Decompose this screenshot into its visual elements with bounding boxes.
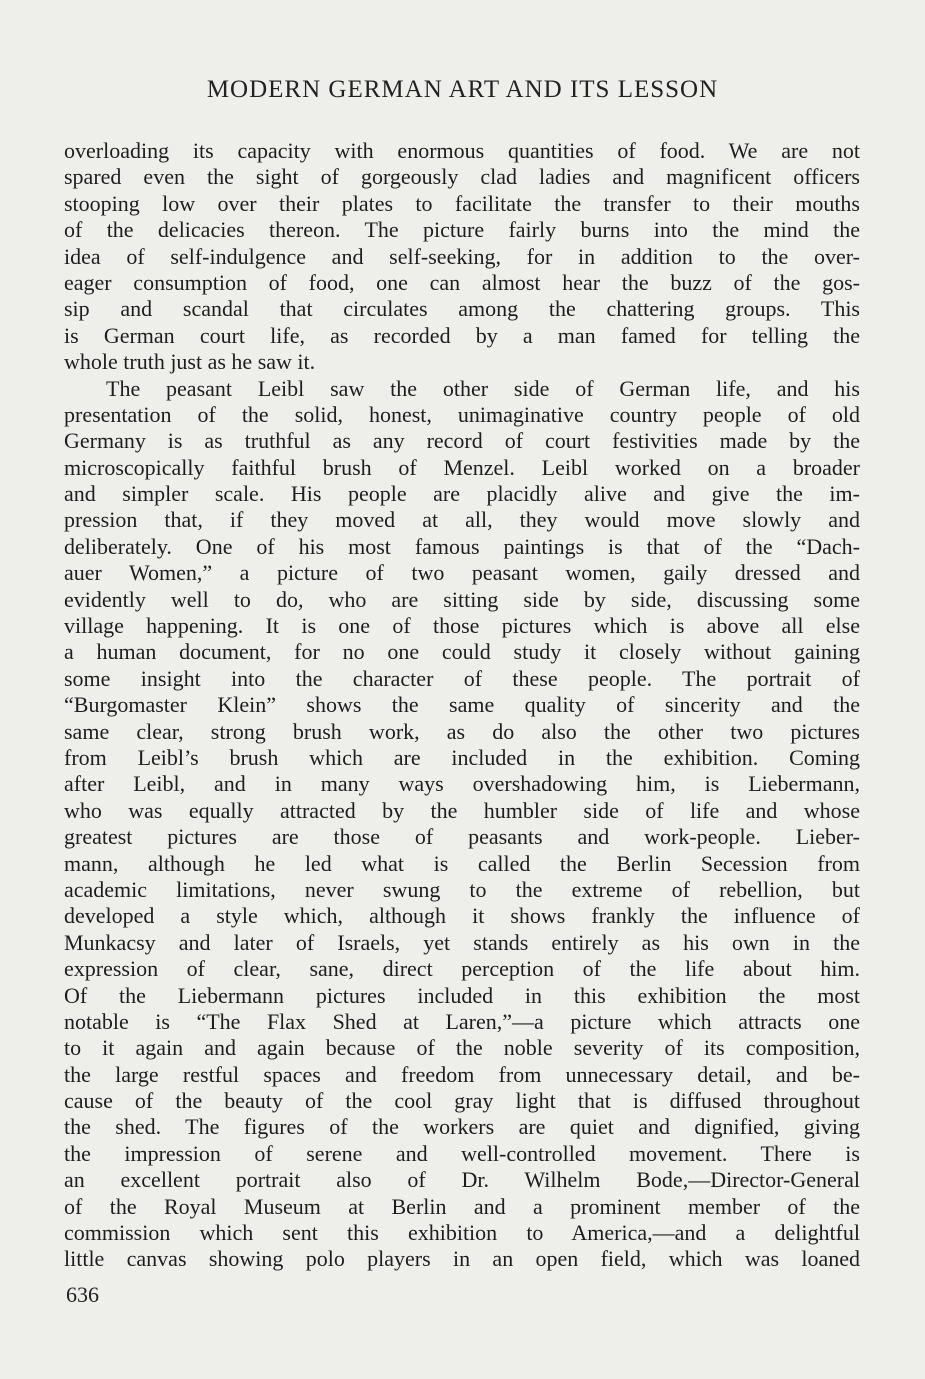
text-line: evidently well to do, who are sitting side by side, discussing some — [64, 586, 860, 612]
text-line: an excellent portrait also of Dr. Wilhelm Bode,—Director-General — [64, 1167, 860, 1193]
text-line: the impression of serene and well-controlled movement. There is — [64, 1140, 860, 1166]
running-header: MODERN GERMAN ART AND ITS LESSON — [206, 76, 719, 103]
text-line: the large restful spaces and freedom from unnecessary detail, and be- — [64, 1061, 860, 1087]
text-line: some insight into the character of these people. The portrait of — [64, 665, 860, 691]
text-line: the shed. The figures of the workers are quiet and dignified, giving — [64, 1114, 860, 1140]
text-line: Germany is as truthful as any record of court festivities made by the — [64, 428, 860, 454]
text-line: idea of self-indulgence and self-seeking, for in addition to the over- — [64, 243, 860, 269]
text-line: a human document, for no one could study it closely without gaining — [64, 639, 860, 665]
text-line: The peasant Leibl saw the other side of German life, and his — [106, 375, 860, 401]
text-line: academic limitations, never swung to the extreme of rebellion, but — [64, 876, 860, 902]
text-line: “Burgomaster Klein” shows the same quality of sincerity and the — [64, 692, 860, 718]
text-line: presentation of the solid, honest, unimaginative country people of old — [64, 401, 860, 427]
text-line: and simpler scale. His people are placidly alive and give the im- — [64, 481, 860, 507]
body-text — [64, 138, 860, 1273]
text-line: deliberately. One of his most famous paintings is that of the “Dach- — [64, 533, 860, 559]
text-line: Of the Liebermann pictures included in this exhibition the most — [64, 982, 860, 1008]
text-line: notable is “The Flax Shed at Laren,”—a picture which attracts one — [64, 1008, 860, 1034]
text-line: greatest pictures are those of peasants and work-people. Lieber- — [64, 824, 860, 850]
text-line: spared even the sight of gorgeously clad ladies and magnificent officers — [64, 164, 860, 190]
text-line: who was equally attracted by the humbler side of life and whose — [64, 797, 860, 823]
text-line: expression of clear, sane, direct perception of the life about him. — [64, 956, 860, 982]
text-line: pression that, if they moved at all, they would move slowly and — [64, 507, 860, 533]
text-line: same clear, strong brush work, as do also the other two pictures — [64, 718, 860, 744]
text-line: to it again and again because of the noble severity of its composition, — [64, 1035, 860, 1061]
text-line: whole truth just as he saw it. — [64, 349, 316, 375]
text-line: after Leibl, and in many ways overshadowing him, is Liebermann, — [64, 771, 860, 797]
text-line: commission which sent this exhibition to America,—and a delightful — [64, 1220, 860, 1246]
text-line: eager consumption of food, one can almost hear the buzz of the gos- — [64, 269, 860, 295]
text-line: of the delicacies thereon. The picture fairly burns into the mind the — [64, 217, 860, 243]
text-line: mann, although he led what is called the Berlin Secession from — [64, 850, 860, 876]
text-line: of the Royal Museum at Berlin and a prominent member of the — [64, 1193, 860, 1219]
text-line: is German court life, as recorded by a man famed for telling the — [64, 322, 860, 348]
page-number: 636 — [66, 1282, 99, 1307]
text-line: auer Women,” a picture of two peasant women, gaily dressed and — [64, 560, 860, 586]
text-line: microscopically faithful brush of Menzel. Leibl worked on a broader — [64, 454, 860, 480]
text-line: Munkacsy and later of Israels, yet stands entirely as his own in the — [64, 929, 860, 955]
text-line: from Leibl’s brush which are included in the exhibition. Coming — [64, 744, 860, 770]
text-line: village happening. It is one of those pictures which is above all else — [64, 613, 860, 639]
text-line: developed a style which, although it shows frankly the influence of — [64, 903, 860, 929]
text-line: cause of the beauty of the cool gray light that is diffused throughout — [64, 1088, 860, 1114]
text-line: little canvas showing polo players in an open field, which was loaned — [64, 1246, 860, 1272]
text-line: overloading its capacity with enormous quantities of food. We are not — [64, 138, 860, 163]
text-line: stooping low over their plates to facilitate the transfer to their mouths — [64, 190, 860, 216]
text-line: sip and scandal that circulates among the chattering groups. This — [64, 296, 860, 322]
